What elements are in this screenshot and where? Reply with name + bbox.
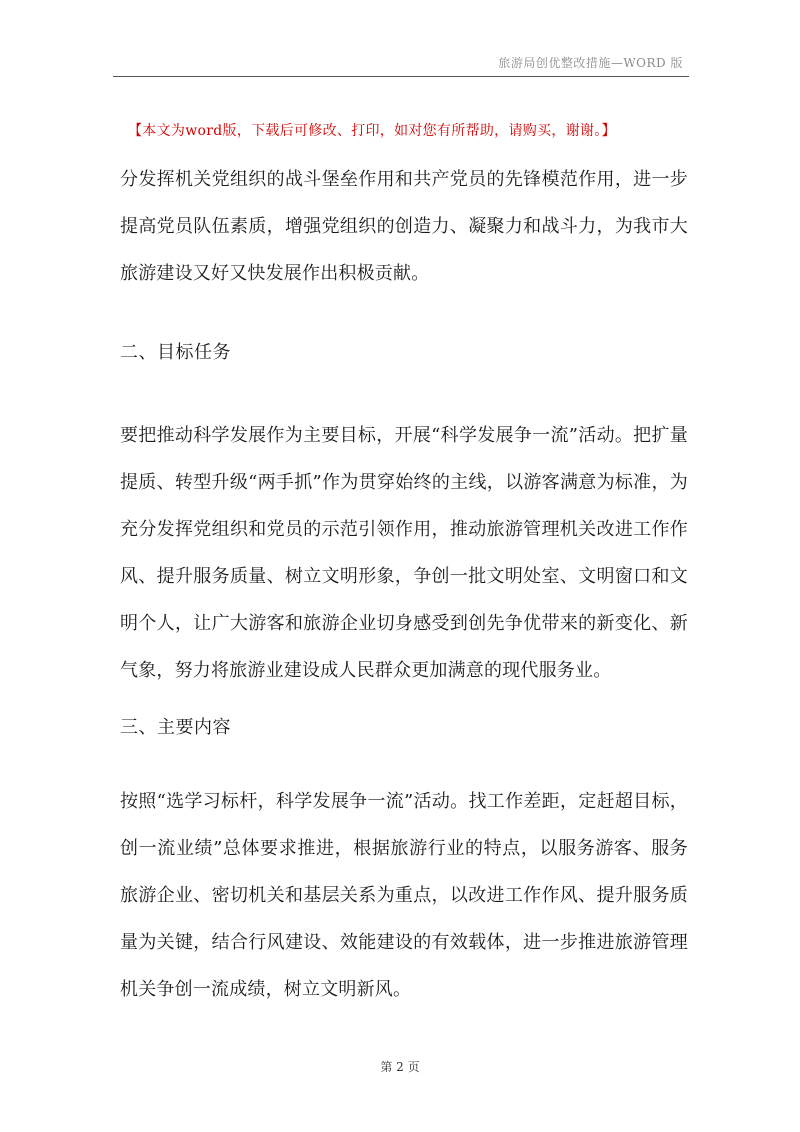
section-heading-content: 三、主要内容	[120, 717, 231, 738]
paragraph-goals: 要把推动科学发展作为主要目标，开展“科学发展争一流”活动。把扩量提质、转型升级“两手抓”作为贯穿始终的主线，以游客满意为标准，为充分发挥党组织和党员的示范引领作用，推动旅游管理机关改进工作作风、提升服务质量、树立文明形象，争创一批文明处室、文明窗口和文明个人，让广大游客和旅游企业切身感受到创先争优带来的新变化、新气象，努力将旅游业建设成人民群众更加满意的现代服务业。	[120, 425, 688, 681]
page-number: 第 2 页	[380, 1060, 420, 1074]
header-divider	[113, 76, 689, 77]
paragraph-intro: 分发挥机关党组织的战斗堡垒作用和共产党员的先锋模范作用，进一步提高党员队伍素质，增强党组织的创造力、凝聚力和战斗力，为我市大旅游建设又好又快发展作出积极贡献。	[120, 169, 688, 284]
document-header-title: 旅游局创优整改措施—WORD 版	[498, 56, 683, 70]
paragraph-content: 按照“选学习标杆，科学发展争一流”活动。找工作差距，定赶超目标，创一流业绩”总体要求推进，根据旅游行业的特点，以服务游客、服务旅游企业、密切机关和基层关系为重点，以改进工作作风、提升服务质量为关键，结合行风建设、效能建设的有效载体，进一步推进旅游管理机关争创一流成绩，树立文明新风。	[120, 791, 688, 1000]
download-notice: 【本文为word版，下载后可修改、打印，如对您有所帮助，请购买，谢谢。】	[128, 123, 616, 139]
section-heading-goals: 二、目标任务	[120, 342, 231, 363]
